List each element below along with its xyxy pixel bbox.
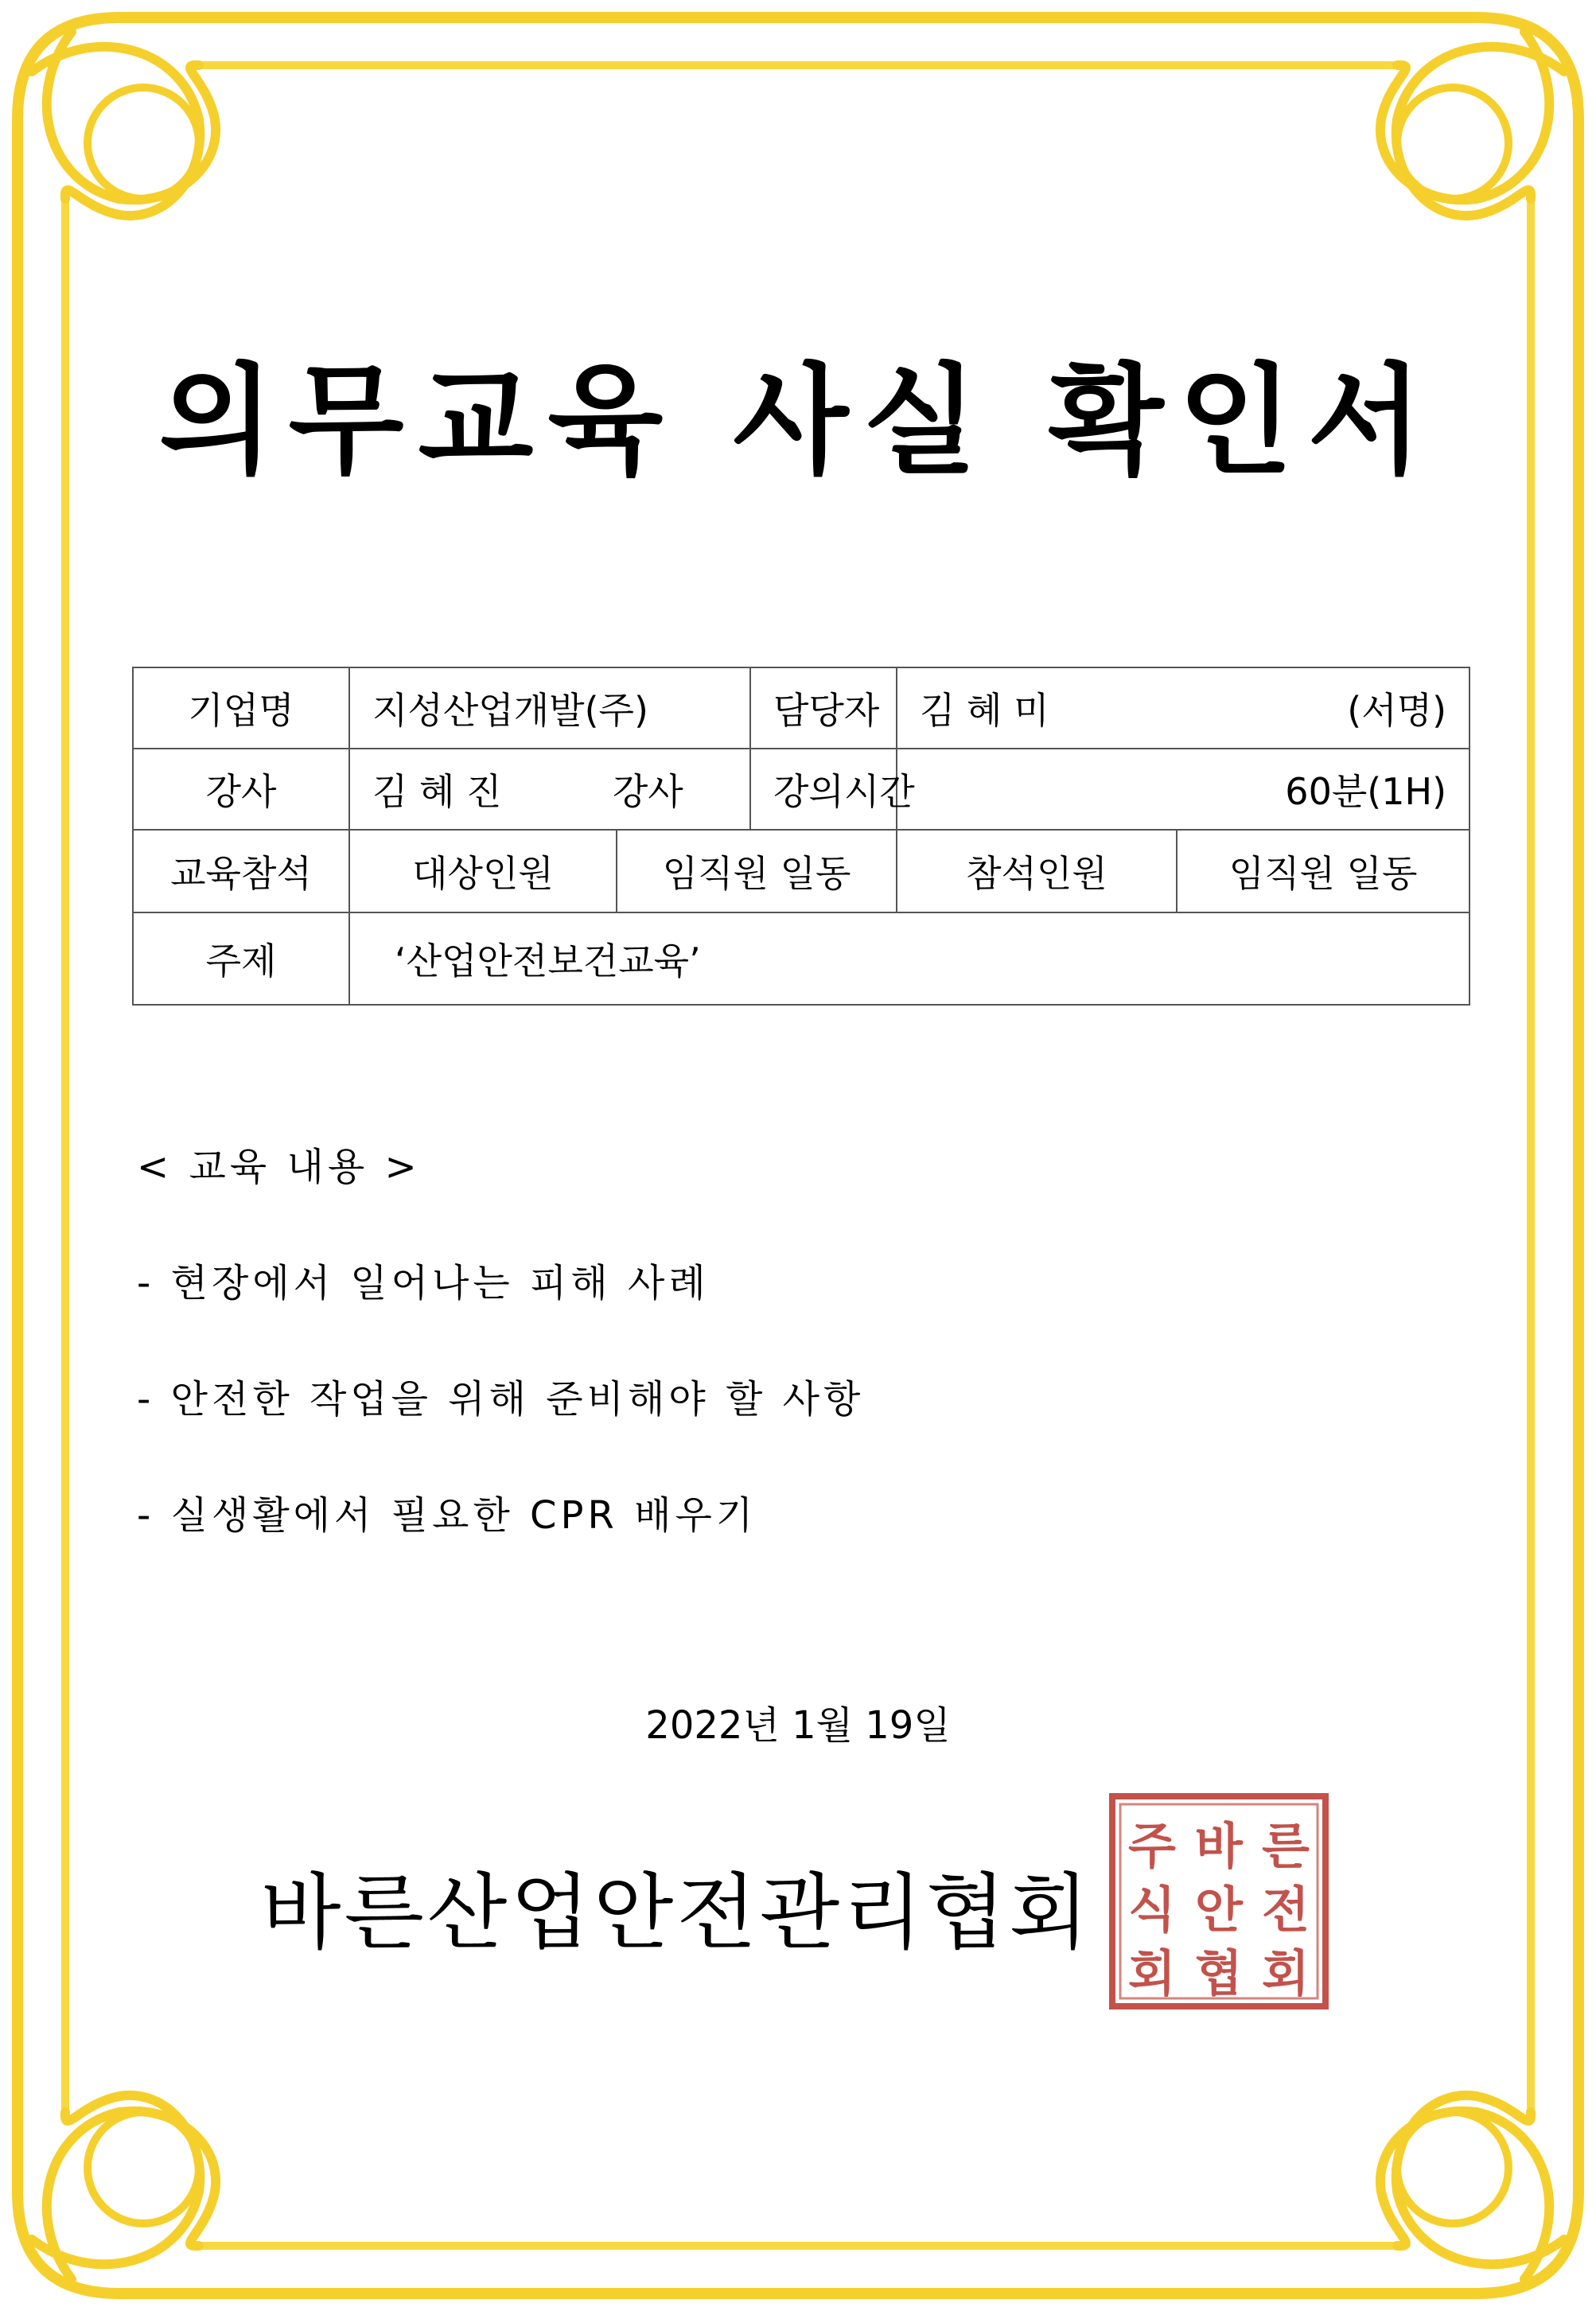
attendance-label: 교육참석 — [133, 830, 349, 912]
lecture-time-value: 60분(1H) — [897, 749, 1469, 830]
manager-label: 담당자 — [750, 667, 897, 749]
table-row — [133, 912, 1469, 1005]
instructor-label: 강사 — [133, 749, 349, 830]
instructor-title: 강사 — [612, 770, 683, 813]
issue-date: 2022년 1월 19일 — [645, 1703, 951, 1748]
svg-text:회: 회 — [1262, 1944, 1310, 2002]
content-item: - 실생활에서 필요한 CPR 배우기 — [137, 1493, 757, 1538]
attended-value: 임직원 일동 — [1177, 830, 1469, 912]
manager-name: 김 혜 미 — [920, 689, 1049, 732]
target-value: 임직원 일동 — [617, 830, 897, 912]
svg-text:협: 협 — [1195, 1944, 1243, 2002]
table-row — [133, 830, 1469, 912]
svg-text:주: 주 — [1128, 1817, 1176, 1875]
topic-label: 주제 — [133, 912, 349, 1005]
company-label: 기업명 — [133, 667, 349, 749]
svg-text:바: 바 — [1195, 1817, 1243, 1875]
content-item: - 현장에서 일어나는 피해 사례 — [137, 1261, 710, 1305]
organization-name: 바른산업안전관리협회 — [261, 1864, 1092, 1961]
attended-label: 참석인원 — [897, 830, 1177, 912]
info-table — [132, 667, 1470, 1006]
table-row — [133, 667, 1469, 749]
document-title: 의무교육 사실 확인서 — [158, 352, 1438, 491]
content-heading: < 교육 내용 > — [137, 1145, 421, 1189]
topic-value: ‘산업안전보건교육’ — [349, 912, 1469, 1005]
svg-text:른: 른 — [1262, 1817, 1310, 1875]
content-item: - 안전한 작업을 위해 준비해야 할 사항 — [137, 1377, 865, 1422]
corner-ornament-bottom-right — [1380, 2095, 1578, 2293]
table-row — [133, 749, 1469, 830]
instructor-name: 김 혜 진 — [372, 770, 502, 813]
company-value: 지성산업개발(주) — [349, 667, 750, 749]
svg-text:회: 회 — [1128, 1944, 1176, 2002]
instructor-cell — [349, 749, 750, 830]
company-seal-stamp — [1107, 1792, 1330, 2011]
svg-text:전: 전 — [1262, 1881, 1310, 1939]
corner-ornament-bottom-left — [18, 2095, 216, 2293]
svg-text:안: 안 — [1195, 1881, 1243, 1939]
corner-ornament-top-left — [18, 18, 216, 216]
lecture-time-label: 강의시간 — [750, 749, 897, 830]
svg-text:식: 식 — [1128, 1881, 1176, 1939]
manager-cell — [897, 667, 1469, 749]
corner-ornament-top-right — [1380, 18, 1578, 216]
target-label: 대상인원 — [349, 830, 617, 912]
signature-note: (서명) — [1347, 689, 1447, 732]
